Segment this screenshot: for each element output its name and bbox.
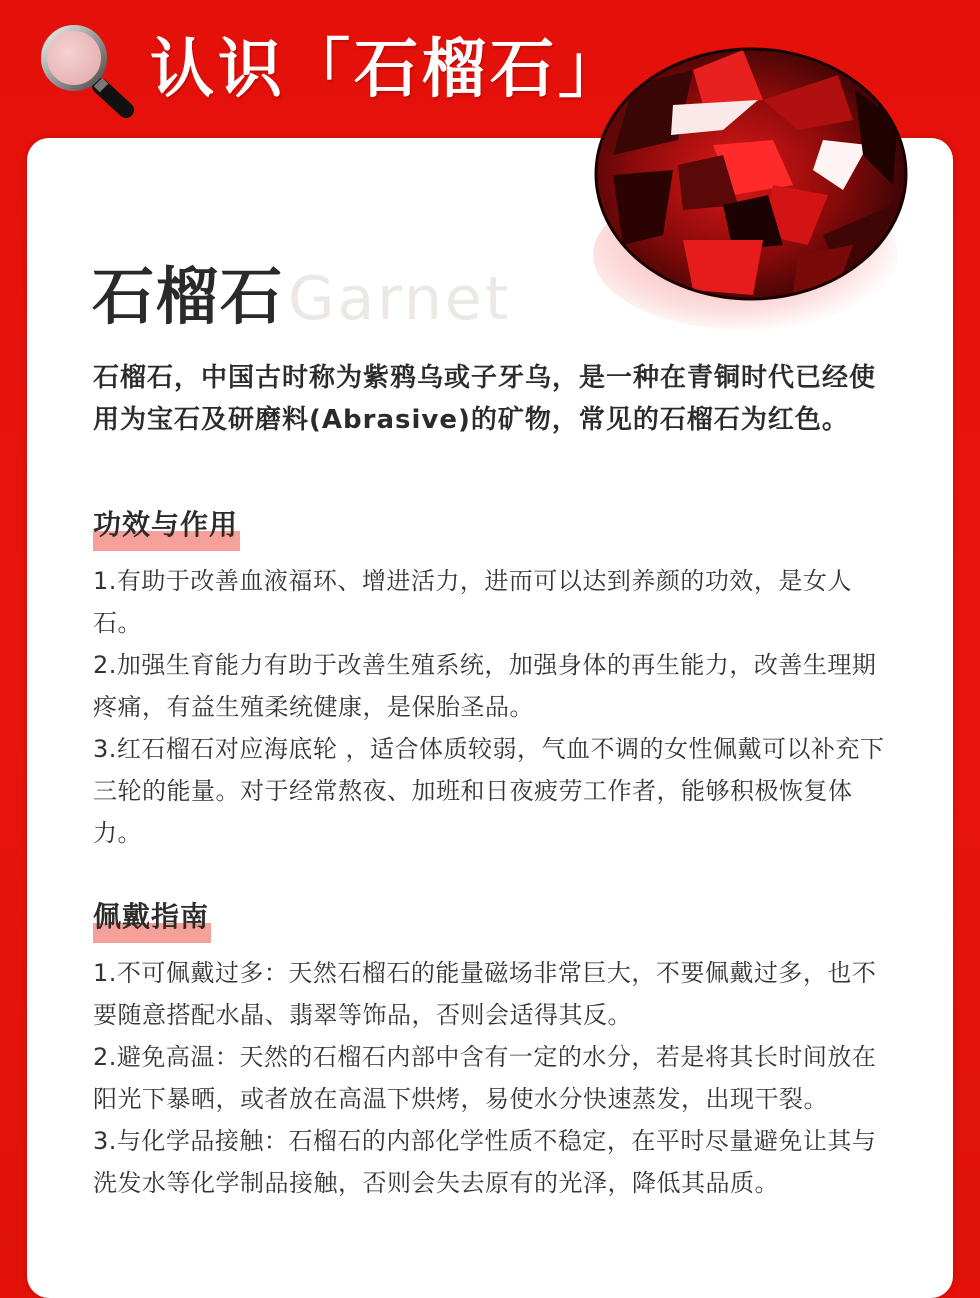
section-heading-text: 佩戴指南	[93, 900, 210, 933]
list-item: 1.不可佩戴过多：天然石榴石的能量磁场非常巨大，不要佩戴过多，也不要随意搭配水晶、翡翠等饰品，否则会适得其反。	[93, 959, 877, 1029]
page-title: 认识「石榴石」	[150, 33, 626, 107]
section-body-wearing-guide	[93, 952, 899, 1204]
list-item: 3.红石榴石对应海底轮 ，适合体质较弱，气血不调的女性佩戴可以补充下三轮的能量。对于经常熬夜、加班和日夜疲劳工作者，能够积极恢复体力。	[93, 735, 885, 847]
list-item: 3.与化学品接触：石榴石的内部化学性质不稳定，在平时尽量避免让其与洗发水等化学制品接触，否则会失去原有的光泽，降低其品质。	[93, 1127, 877, 1197]
section-body-effects	[93, 560, 899, 854]
section-heading-text: 功效与作用	[93, 508, 239, 541]
intro-paragraph: 石榴石，中国古时称为紫鸦乌或子牙乌，是一种在青铜时代已经使用为宝石及研磨料(Abrasive)的矿物，常见的石榴石为红色。	[93, 363, 877, 435]
gemstone-image	[585, 40, 915, 340]
list-item: 1.有助于改善血液福环、增进活力，进而可以达到养颜的功效，是女人石。	[93, 567, 852, 637]
garnet-gem-icon	[593, 45, 909, 303]
stone-name-en: Garnet	[288, 264, 512, 334]
section-heading-wearing-guide	[93, 897, 209, 937]
stone-name-cn: 石榴石	[92, 260, 285, 333]
magnifier-icon	[38, 24, 138, 119]
section-heading-effects	[93, 505, 238, 545]
list-item: 2.加强生育能力有助于改善生殖系统，加强身体的再生能力，改善生理期疼痛，有益生殖柔统健康，是保胎圣品。	[93, 651, 877, 721]
list-item: 2.避免高温：天然的石榴石内部中含有一定的水分，若是将其长时间放在阳光下暴晒，或者放在高温下烘烤，易使水分快速蒸发，出现干裂。	[93, 1043, 877, 1113]
